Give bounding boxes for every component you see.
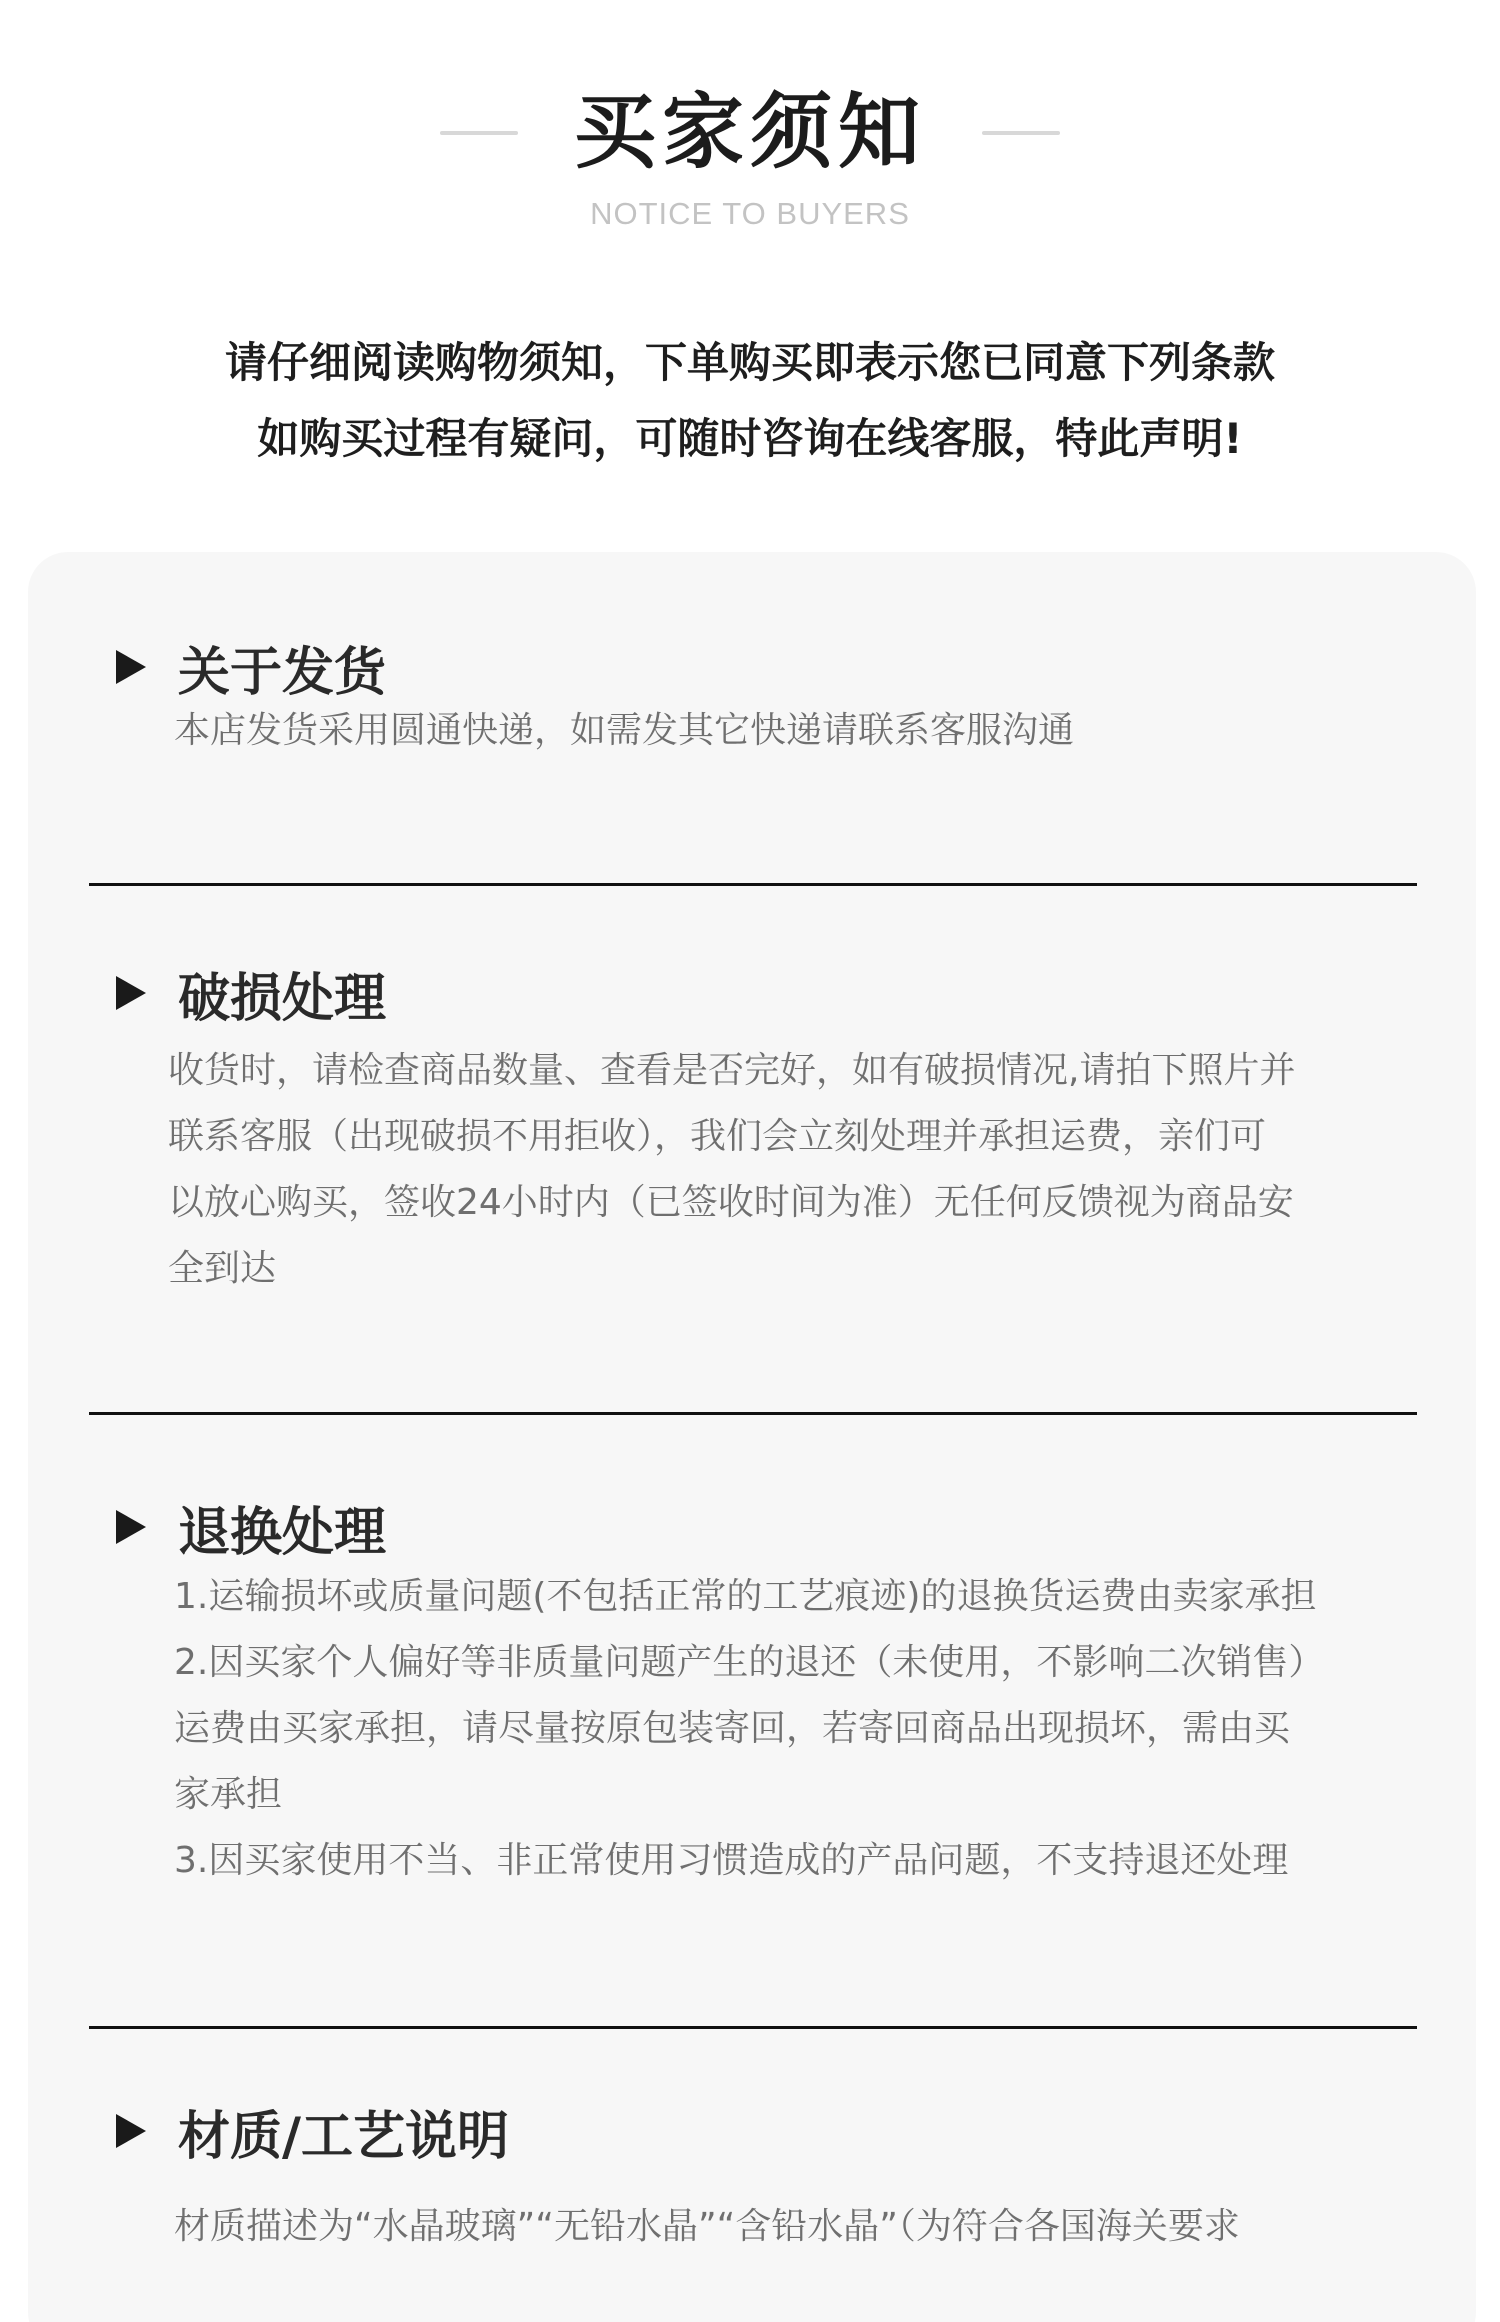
section-body <box>168 1038 1458 1302</box>
intro-line-2: 如购买过程有疑问，可随时咨询在线客服，特此声明! <box>257 414 1243 463</box>
intro-line-1: 请仔细阅读购物须知，下单购买即表示您已同意下列条款 <box>224 338 1275 387</box>
section-title: 破损处理 <box>178 968 387 1029</box>
section-title: 材质/工艺说明 <box>178 2106 509 2167</box>
section-header <box>116 1492 386 1562</box>
section-text-line: 材质描述为“水晶玻璃”“无铅水晶”“含铅水晶”（为符合各国海关要求 <box>174 2206 1240 2247</box>
title-left-line <box>440 131 518 135</box>
section-body <box>174 698 1464 764</box>
section-text-line: 收货时，请检查商品数量、查看是否完好，如有破损情况,请拍下照片并 <box>168 1050 1296 1091</box>
triangle-right-icon <box>116 2114 146 2148</box>
notice-header <box>0 78 1500 198</box>
triangle-right-icon <box>116 1510 146 1544</box>
section-divider <box>89 883 1417 886</box>
section-text-line: 全到达 <box>168 1248 277 1289</box>
section-text-line: 1.运输损坏或质量问题(不包括正常的工艺痕迹)的退换货运费由卖家承担 <box>174 1576 1317 1617</box>
section-header <box>116 632 386 702</box>
section-text-line: 运费由买家承担，请尽量按原包装寄回，若寄回商品出现损坏，需由买 <box>174 1708 1291 1749</box>
section-text-line: 本店发货采用圆通快递，如需发其它快递请联系客服沟通 <box>174 710 1075 751</box>
section-text-line: 2.因买家个人偏好等非质量问题产生的退还（未使用，不影响二次销售） <box>174 1642 1325 1683</box>
triangle-right-icon <box>116 976 146 1010</box>
section-body <box>174 1564 1464 1894</box>
notice-card <box>28 552 1476 2322</box>
section-text-line: 3.因买家使用不当、非正常使用习惯造成的产品问题，不支持退还处理 <box>174 1840 1289 1881</box>
section-header <box>116 2096 509 2166</box>
section-text-line: 以放心购买，签收24小时内（已签收时间为准）无任何反馈视为商品安 <box>168 1182 1294 1223</box>
page-subtitle: NOTICE TO BUYERS <box>590 196 910 231</box>
section-text-line: 联系客服（出现破损不用拒收），我们会立刻处理并承担运费，亲们可 <box>168 1116 1267 1157</box>
section-text-line: 家承担 <box>174 1774 283 1815</box>
title-row <box>0 78 1500 188</box>
section-title: 退换处理 <box>178 1502 387 1563</box>
section-header <box>116 958 386 1028</box>
triangle-right-icon <box>116 650 146 684</box>
section-divider <box>89 2026 1417 2029</box>
section-title: 关于发货 <box>178 642 387 703</box>
section-divider <box>89 1412 1417 1415</box>
title-right-line <box>982 131 1060 135</box>
section-body <box>174 2194 1464 2260</box>
page-title: 买家须知 <box>573 85 926 180</box>
intro-text <box>0 325 1500 477</box>
